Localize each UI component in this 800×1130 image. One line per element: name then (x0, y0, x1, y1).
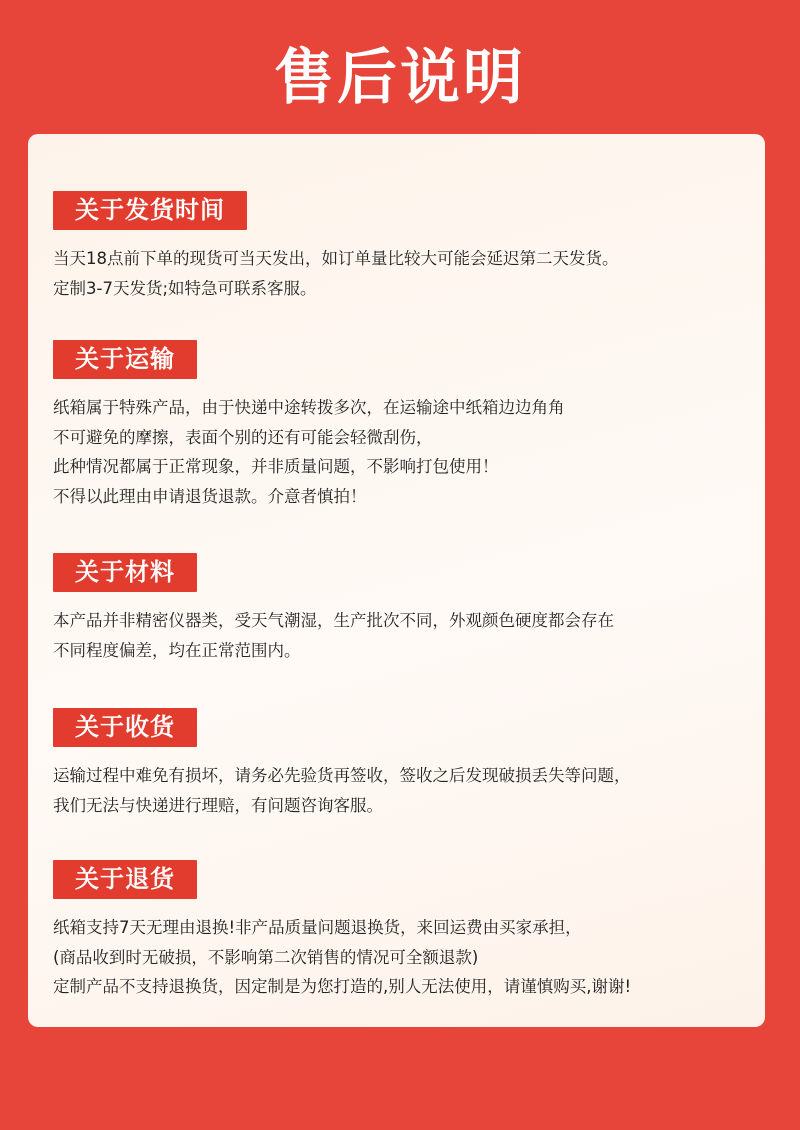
body-line: 定制3-7天发货;如特急可联系客服。 (53, 278, 317, 298)
body-line: 我们无法与快递进行理赔，有问题咨询客服。 (53, 795, 383, 815)
section-body (53, 244, 753, 303)
section-body (53, 393, 753, 511)
body-line: 定制产品不支持退换货，因定制是为您打造的,别人无法使用，请谨慎购买,谢谢! (53, 977, 632, 996)
section-body (53, 606, 753, 665)
body-line: 当天18点前下单的现货可当天发出，如订单量比较大可能会延迟第二天发货。 (53, 249, 619, 268)
content-card (28, 134, 765, 1027)
section-body (53, 913, 753, 1002)
section-heading: 关于材料 (53, 553, 197, 592)
body-line: 纸箱属于特殊产品，由于快递中途转拨多次，在运输途中纸箱边边角角 (53, 398, 565, 417)
body-line: 不得以此理由申请退货退款。介意者慎拍！ (53, 486, 367, 506)
body-line: 不同程度偏差，均在正常范围内。 (53, 640, 301, 660)
page-title: 售后说明 (274, 43, 526, 113)
section-transport (53, 340, 753, 511)
section-heading: 关于运输 (53, 340, 197, 379)
body-line: 本产品并非精密仪器类，受天气潮湿，生产批次不同，外观颜色硬度都会存在 (53, 611, 614, 630)
section-material (53, 553, 753, 665)
body-line: 此种情况都属于正常现象，并非质量问题，不影响打包使用！ (53, 457, 499, 476)
body-line: 不可避免的摩擦，表面个别的还有可能会轻微刮伤， (53, 427, 433, 447)
section-heading: 关于发货时间 (53, 191, 247, 230)
body-line: 纸箱支持7天无理由退换!非产品质量问题退换货，来回运费由买家承担， (53, 918, 582, 937)
section-heading: 关于收货 (53, 708, 197, 747)
section-receiving (53, 708, 753, 820)
body-line: 运输过程中难免有损坏，请务必先验货再签收，签收之后发现破损丢失等问题， (53, 766, 631, 785)
section-heading: 关于退货 (53, 860, 197, 899)
section-shipping-time (53, 191, 753, 303)
body-line: (商品收到时无破损，不影响第二次销售的情况可全额退款) (53, 947, 479, 967)
section-returns (53, 860, 753, 1002)
section-body (53, 761, 753, 820)
